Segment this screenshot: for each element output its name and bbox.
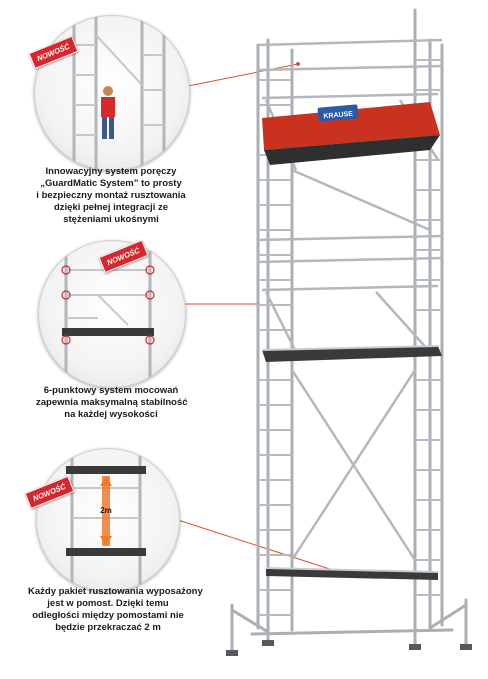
castor-feet (226, 640, 472, 656)
new-badge: NOWOŚĆ (25, 476, 75, 509)
guardmatic-inset (34, 15, 190, 171)
top-platform (262, 102, 440, 165)
worker-figure (101, 86, 115, 139)
platform-caption: Każdy pakiet rusztowania wyposażony jest w pomost. Dzięki temu odległości między pomostami nie będzie przekraczać 2 m (28, 586, 203, 633)
brand-plate: KRAUSE (323, 110, 354, 121)
platform-spacing-inset (36, 448, 180, 592)
mounting-caption: 6-punktowy system mocowań zapewnia maksymalną stabilność na każdej wysokości (36, 385, 188, 420)
new-badge: NOWOŚĆ (99, 240, 149, 273)
new-badge: NOWOŚĆ (29, 36, 79, 69)
guardmatic-caption: Innowacyjny system poręczy „GuardMatic System” to prosty i bezpieczny montaż rusztowania dzięki pełnej integracji ze stężeniami ukośnymi (36, 166, 186, 225)
spacing-label: 2m (100, 506, 112, 515)
